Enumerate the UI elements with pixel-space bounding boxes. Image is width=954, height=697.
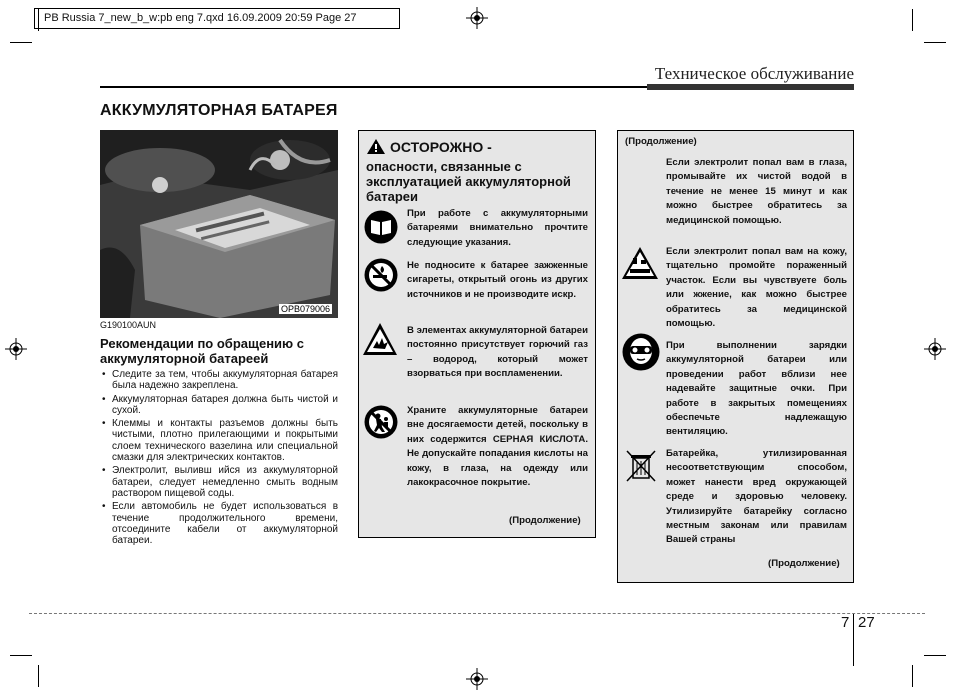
explosion-icon <box>362 322 398 356</box>
crop-mark <box>912 665 913 687</box>
photo-reference: OPB079006 <box>281 304 331 314</box>
registration-mark-icon <box>466 7 488 29</box>
continued-label: (Продолжение) <box>768 558 840 569</box>
recommendations-list <box>100 369 338 548</box>
warning-triangle-icon <box>366 138 386 155</box>
battery-photo <box>100 130 338 318</box>
warning-item-text: Храните аккумуляторные батареи вне досягаемости детей, поскольку в них содержится СЕРНАЯ КИСЛОТА. Не допускайте попадания кислоты на кожу, в глаза, на одежду или лакокрасочное покрытие. <box>407 405 588 489</box>
crop-mark <box>10 42 32 43</box>
warning-item-text: В элементах аккумуляторной батареи постоянно присутствует горючий газ – водород, который может взорваться при воспламенении. <box>407 325 589 380</box>
list-item: • Следите за тем, чтобы аккумуляторная батарея была надежно закреплена. <box>100 369 338 392</box>
print-file-info: PB Russia 7_new_b_w:pb eng 7.qxd 16.09.2009 20:59 Page 27 <box>34 8 400 29</box>
eye-contact-text: Если электролит попал вам в глаза, промывайте их чистой водой в течение не менее 15 минут и как можно быстрее обратитесь за медицинской помощью. <box>666 157 847 226</box>
footer-rule <box>29 613 925 614</box>
recycle-bin-crossed-icon <box>624 448 658 482</box>
page-heading: АККУМУЛЯТОРНАЯ БАТАРЕЯ <box>100 102 338 119</box>
warning-subtitle: опасности, связанные с эксплуатацией аккумуляторной батареи <box>366 159 571 204</box>
registration-mark-icon <box>924 338 946 360</box>
crop-mark <box>924 42 946 43</box>
list-item: • Аккумуляторная батарея должна быть чистой и сухой. <box>100 394 338 417</box>
crop-mark <box>924 655 946 656</box>
crop-mark <box>38 9 39 31</box>
section-title: Техническое обслуживание <box>654 64 854 83</box>
list-item: • Электролит, выливш ийся из аккумуляторной батареи, следует немедленно смыть водным раствором пищевой соды. <box>100 465 338 499</box>
registration-mark-icon <box>5 338 27 360</box>
recommendations-heading: Рекомендации по обращению с аккумуляторной батареей <box>100 336 304 366</box>
photo-code: G190100AUN <box>100 320 157 330</box>
goggles-text: При выполнении зарядки аккумуляторной батареи или проведении работ вблизи нее надевайте защитные очки. При работе в закрытых помещениях обеспечьте надлежащую вентиляцию. <box>666 340 847 438</box>
continued-label: (Продолжение) <box>625 136 697 147</box>
crop-mark <box>912 9 913 31</box>
warning-item-text: Не подносите к батарее зажженные сигареты, открытый огонь из других источников и не производите искр. <box>407 260 588 300</box>
safety-goggles-icon <box>622 333 660 371</box>
page-separator <box>853 614 854 666</box>
skin-contact-text: Если электролит попал вам на кожу, тщательно промойте пораженный участок. Если вы чувствуете боль или жжение, как можно быстрее обратитесь за медицинской помощью. <box>666 246 847 330</box>
continued-label: (Продолжение) <box>509 515 581 526</box>
page-number: 27 <box>858 614 875 631</box>
book-icon <box>364 210 398 244</box>
disposal-text: Батарейка, утилизированная несоответствующим способом, может нанести вред окружающей среде и здоровью человеку. Утилизируйте батарейку согласно местным законам или правилам Вашей страны <box>666 448 847 546</box>
no-smoking-icon <box>364 258 398 292</box>
chapter-number: 7 <box>841 614 850 631</box>
warning-item-text: При работе с аккумуляторными батареями внимательно прочтите следующие указания. <box>407 208 588 248</box>
header-bar <box>647 84 854 90</box>
list-item: • Клеммы и контакты разъемов должны быть чистыми, плотно прилегающими и покрытыми слоем технического вазелина или специальной смазки для электрических контактов. <box>100 418 338 463</box>
warning-title: ОСТОРОЖНО - <box>390 139 492 155</box>
list-item: • Если автомобиль не будет использоваться в течение продолжительного времени, отсоедините кабели от аккумуляторной батареи. <box>100 501 338 546</box>
keep-away-children-icon <box>364 405 398 439</box>
crop-mark <box>38 665 39 687</box>
corrosive-hazard-icon <box>621 246 659 280</box>
registration-mark-icon <box>466 668 488 690</box>
crop-mark <box>10 655 32 656</box>
